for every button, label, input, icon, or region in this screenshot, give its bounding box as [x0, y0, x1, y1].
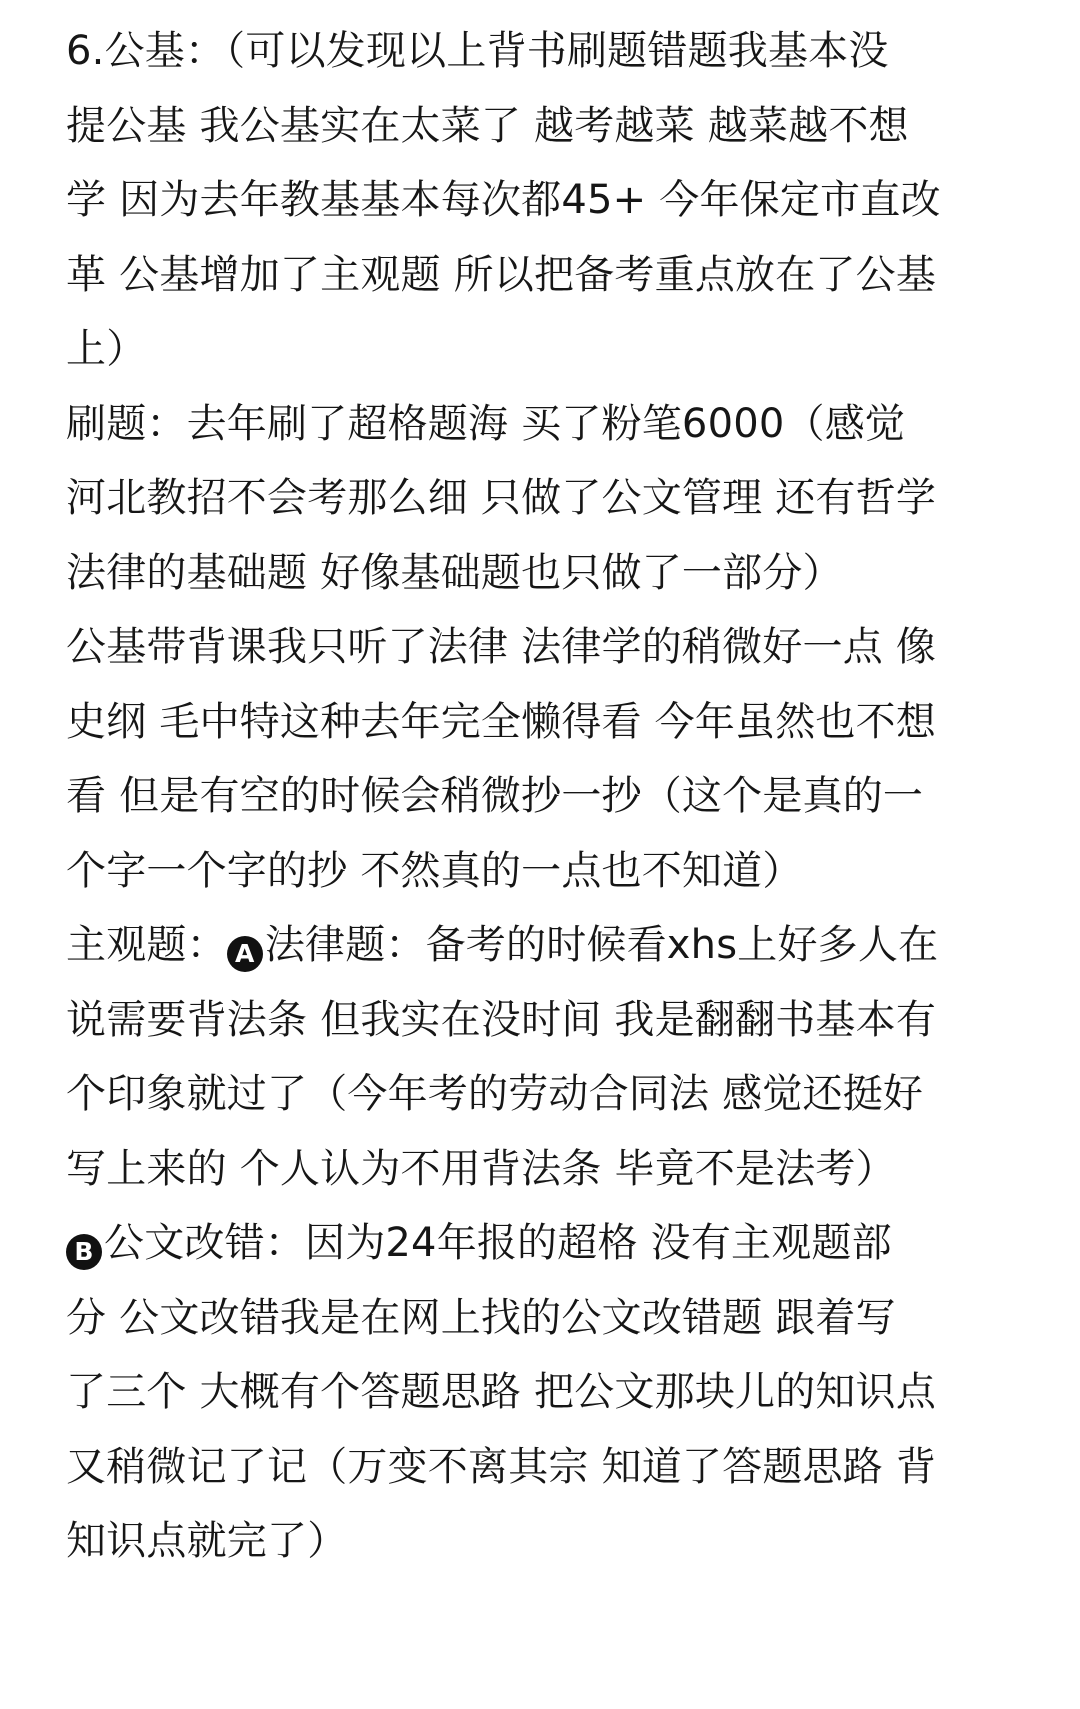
text-line-11: 看 但是有空的时候会稍微抄一抄（这个是真的一 [66, 773, 924, 819]
text-line-20: 又稍微记了记（万变不离其宗 知道了答题思路 背 [66, 1443, 937, 1490]
text-line-9: 公基带背课我只听了法律 法律学的稍微好一点 像 [66, 624, 937, 670]
text-line-15: 个印象就过了（今年考的劳动合同法 感觉还挺好 [66, 1071, 924, 1117]
circled-b-icon: B [66, 1234, 102, 1270]
text-line-1: 6.公基：（可以发现以上背书刷题错题我基本没 [66, 28, 889, 74]
text-line-18: 分 公文改错我是在网上找的公文改错题 跟着写 [66, 1294, 896, 1341]
text-line-10: 史纲 毛中特这种去年完全懒得看 今年虽然也不想 [66, 698, 937, 745]
text-line-19: 了三个 大概有个答题思路 把公文那块儿的知识点 [66, 1369, 937, 1415]
text-line-5: 上） [66, 326, 147, 372]
text-line-3: 学 因为去年教基基本每次都45+ 今年保定市直改 [66, 177, 941, 223]
law-question-text: 法律题：备考的时候看xhs上好多人在 [264, 922, 939, 968]
text-line-12: 个字一个字的抄 不然真的一点也不知道） [66, 847, 803, 894]
document-correction-text: 公文改错：因为24年报的超格 没有主观题部 [104, 1220, 892, 1266]
text-line-14: 说需要背法条 但我实在没时间 我是翻翻书基本有 [66, 996, 937, 1043]
text-line-2: 提公基 我公基实在太菜了 越考越菜 越菜越不想 [66, 102, 909, 149]
circled-a-icon: A [227, 936, 263, 972]
text-line-17 [66, 1206, 1028, 1281]
text-line-13 [66, 908, 1028, 983]
text-line-8: 法律的基础题 好像基础题也只做了一部分） [66, 549, 843, 596]
text-line-21: 知识点就完了） [66, 1518, 348, 1564]
text-line-7: 河北教招不会考那么细 只做了公文管理 还有哲学 [66, 475, 937, 521]
subjective-label: 主观题： [66, 922, 227, 968]
text-line-4: 革 公基增加了主观题 所以把备考重点放在了公基 [66, 251, 937, 298]
text-line-16: 写上来的 个人认为不用背法条 毕竟不是法考） [66, 1145, 896, 1192]
text-line-6: 刷题：去年刷了超格题海 买了粉笔6000（感觉 [66, 400, 906, 447]
